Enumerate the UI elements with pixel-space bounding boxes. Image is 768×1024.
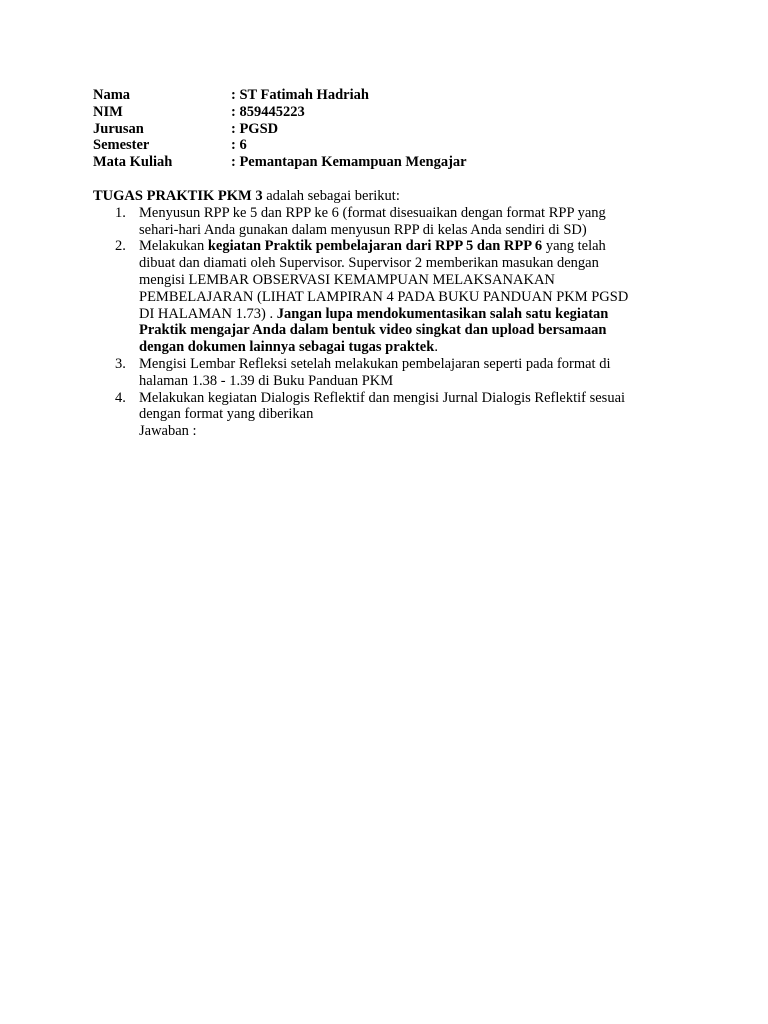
info-value: : 6 [231, 137, 247, 154]
item-text: . [434, 339, 438, 356]
answer-label: Jawaban : [139, 423, 197, 440]
info-row-jurusan [93, 121, 653, 138]
info-value: : PGSD [231, 120, 279, 137]
item-text-bold: Jangan lupa mendokumentasikan salah satu kegiatan [276, 305, 609, 322]
task-heading-rest: adalah sebagai berikut: [262, 188, 400, 204]
list-number: 3. [115, 355, 126, 372]
info-value: : Pemantapan Kemampuan Mengajar [231, 154, 467, 171]
info-row-nim [93, 104, 653, 121]
list-item [93, 356, 667, 390]
item-text-line: mengisi LEMBAR OBSERVASI KEMAMPUAN MELAKSANAKAN [139, 271, 555, 288]
item-text-line: sehari-hari Anda gunakan dalam menyusun RPP di kelas Anda sendiri di SD) [139, 221, 587, 238]
item-text: Melakukan [139, 238, 208, 255]
list-number: 4. [115, 389, 126, 406]
item-text-line [139, 339, 667, 356]
list-item [93, 390, 667, 440]
info-label: Mata Kuliah [93, 154, 173, 171]
item-text: DI HALAMAN 1.73) . [139, 305, 277, 322]
list-item [93, 205, 667, 239]
item-text-line [139, 238, 667, 255]
item-text-line: Menyusun RPP ke 5 dan RPP ke 6 (format disesuaikan dengan format RPP yang [139, 204, 606, 221]
item-text-bold: dengan dokumen lainnya sebagai tugas praktek [139, 339, 435, 356]
info-row-mata-kuliah [93, 154, 653, 171]
item-text-line-bold: Praktik mengajar Anda dalam bentuk video singkat dan upload bersamaan [139, 322, 607, 339]
item-text-line: Melakukan kegiatan Dialogis Reflektif dan mengisi Jurnal Dialogis Reflektif sesuai [139, 389, 626, 406]
student-info [93, 87, 653, 171]
list-number: 1. [115, 204, 126, 221]
info-label: NIM [93, 103, 123, 120]
info-value: : ST Fatimah Hadriah [231, 87, 369, 103]
info-row-semester [93, 137, 653, 154]
task-list [93, 205, 673, 440]
task-heading-bold: TUGAS PRAKTIK PKM 3 [93, 188, 263, 204]
info-row-nama [93, 87, 653, 104]
item-text-line: dengan format yang diberikan [139, 406, 314, 423]
list-number: 2. [115, 238, 126, 255]
info-label: Semester [93, 137, 150, 154]
item-text-line: dibuat dan diamati oleh Supervisor. Supervisor 2 memberikan masukan dengan [139, 255, 599, 272]
task-section [93, 188, 673, 440]
info-label: Jurusan [93, 120, 144, 137]
item-text-line: Mengisi Lembar Refleksi setelah melakukan pembelajaran seperti pada format di [139, 355, 611, 372]
task-heading [93, 188, 673, 205]
item-text-line [139, 306, 667, 323]
item-text-bold: kegiatan Praktik pembelajaran dari RPP 5 dan RPP 6 [207, 238, 543, 255]
item-text-line: PEMBELAJARAN (LIHAT LAMPIRAN 4 PADA BUKU PANDUAN PKM PGSD [139, 288, 629, 305]
item-text-line: halaman 1.38 - 1.39 di Buku Panduan PKM [139, 372, 394, 389]
info-label: Nama [93, 87, 131, 103]
info-value: : 859445223 [231, 103, 305, 120]
item-text: yang telah [542, 238, 606, 255]
list-item [93, 238, 667, 356]
